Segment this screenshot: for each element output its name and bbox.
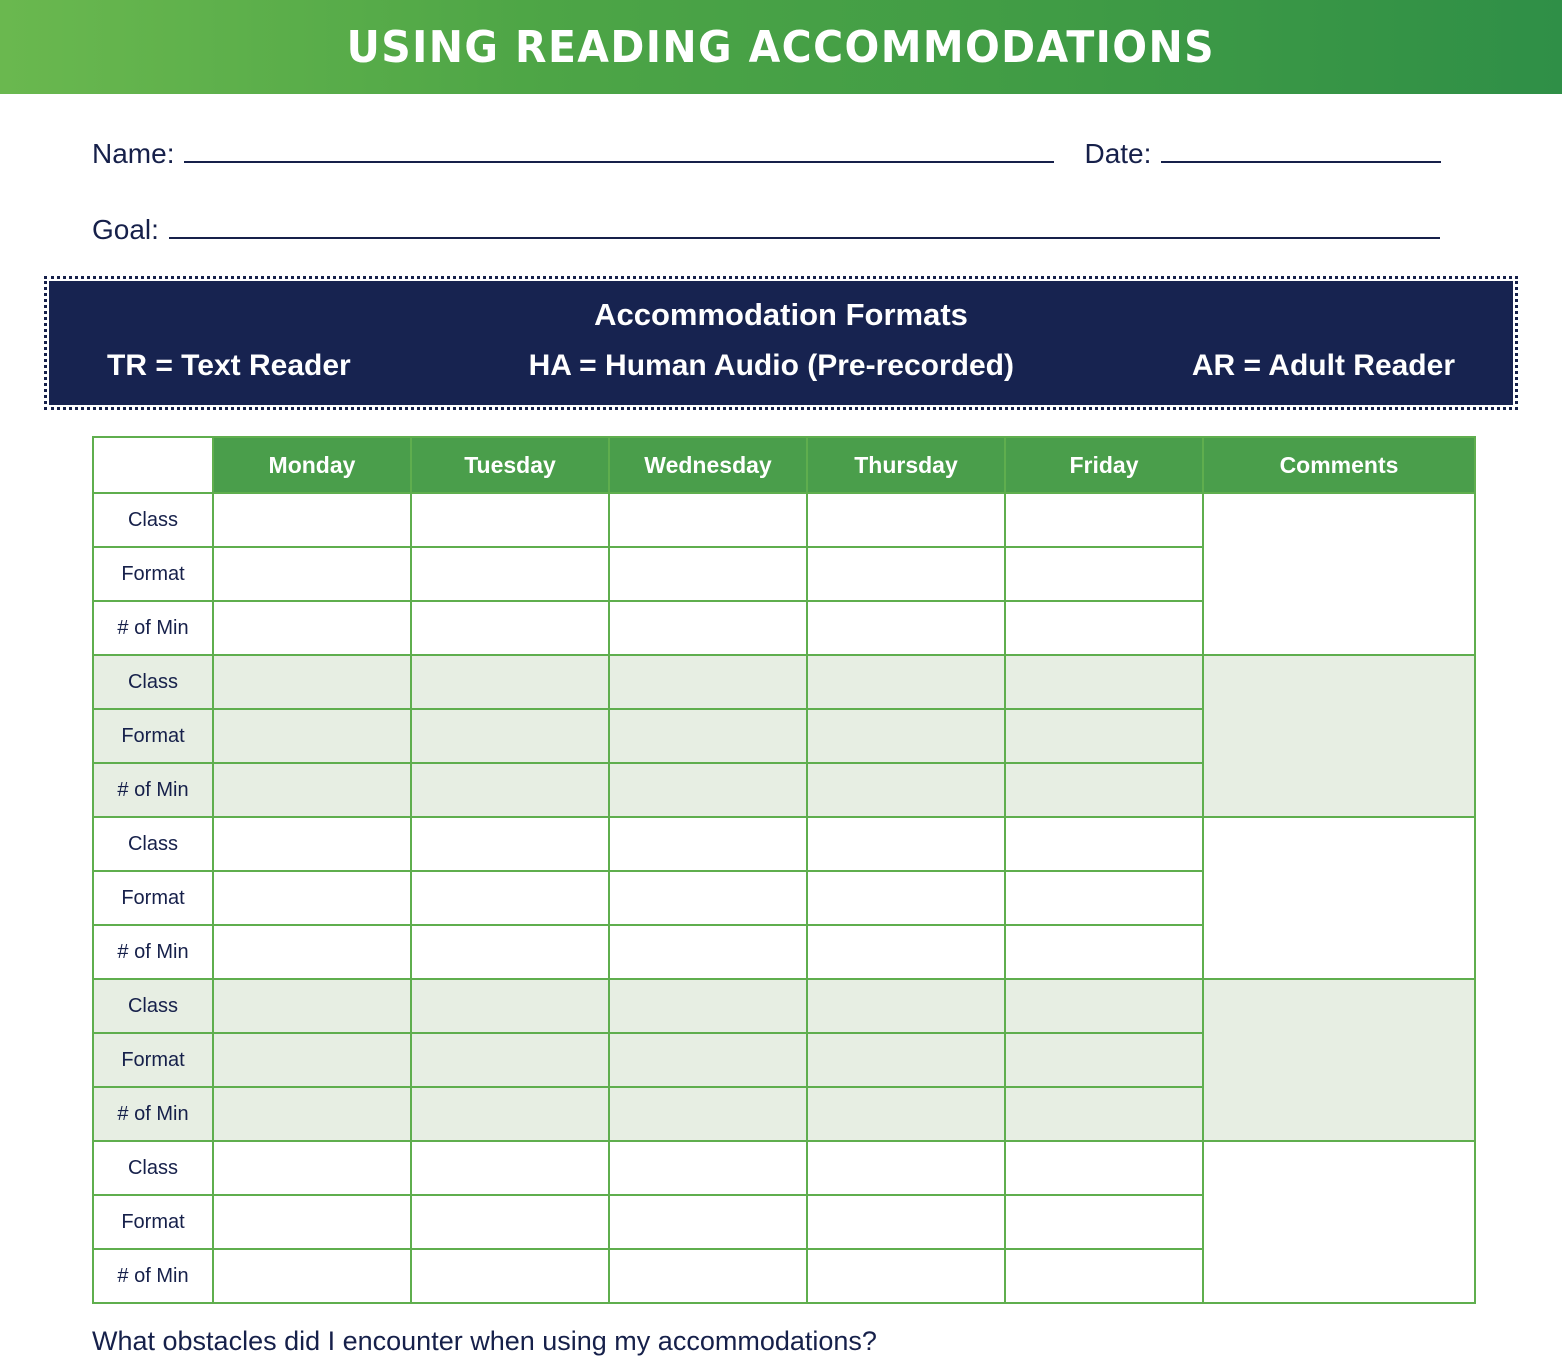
entry-cell[interactable] [609,1033,807,1087]
row-label-class: Class [93,493,213,547]
table-corner-cell [93,437,213,493]
row-label-class: Class [93,979,213,1033]
entry-cell[interactable] [1005,1087,1203,1141]
goal-label: Goal: [92,214,159,245]
entry-cell[interactable] [609,817,807,871]
column-header-friday: Friday [1005,437,1203,493]
entry-cell[interactable] [807,709,1005,763]
name-input-line[interactable] [184,139,1054,163]
name-label: Name: [92,138,175,169]
comments-cell[interactable] [1203,979,1475,1141]
entry-cell[interactable] [213,1087,411,1141]
entry-cell[interactable] [609,655,807,709]
table-body [93,493,1475,1303]
entry-cell[interactable] [213,763,411,817]
entry-cell[interactable] [213,979,411,1033]
accommodation-formats-box [44,276,1518,410]
entry-cell[interactable] [411,547,609,601]
entry-cell[interactable] [213,925,411,979]
entry-cell[interactable] [213,547,411,601]
table-row [93,979,1475,1033]
entry-cell[interactable] [411,1195,609,1249]
row-label-minutes: # of Min [93,1249,213,1303]
entry-cell[interactable] [213,709,411,763]
entry-cell[interactable] [1005,1033,1203,1087]
entry-cell[interactable] [1005,979,1203,1033]
entry-cell[interactable] [1005,1195,1203,1249]
date-label: Date: [1084,138,1152,169]
column-header-monday: Monday [213,437,411,493]
entry-cell[interactable] [1005,601,1203,655]
entry-cell[interactable] [411,1033,609,1087]
column-header-wednesday: Wednesday [609,437,807,493]
entry-cell[interactable] [213,1195,411,1249]
name-date-row [92,138,1522,170]
comments-cell[interactable] [1203,655,1475,817]
entry-cell[interactable] [609,871,807,925]
row-label-class: Class [93,1141,213,1195]
entry-cell[interactable] [411,709,609,763]
reflection-question: What obstacles did I encounter when using my accommodations? [92,1326,877,1356]
legend-item-adult-reader: AR = Adult Reader [1191,349,1455,382]
entry-cell[interactable] [213,1033,411,1087]
entry-cell[interactable] [1005,547,1203,601]
entry-cell[interactable] [807,601,1005,655]
accommodation-formats-legend [49,349,1513,383]
entry-cell[interactable] [807,763,1005,817]
legend-item-human-audio: HA = Human Audio (Pre-recorded) [528,349,1014,382]
page-title: USING READING ACCOMMODATIONS [346,21,1216,73]
goal-row [92,214,1522,246]
entry-cell[interactable] [411,925,609,979]
entry-cell[interactable] [807,1195,1005,1249]
entry-cell[interactable] [411,655,609,709]
entry-cell[interactable] [609,1141,807,1195]
legend-item-text-reader: TR = Text Reader [107,349,351,382]
entry-cell[interactable] [411,493,609,547]
entry-cell[interactable] [411,979,609,1033]
entry-cell[interactable] [1005,1141,1203,1195]
entry-cell[interactable] [1005,493,1203,547]
entry-cell[interactable] [609,709,807,763]
entry-cell[interactable] [411,871,609,925]
table-row [93,493,1475,547]
entry-cell[interactable] [213,1249,411,1303]
accommodation-formats-inner [49,281,1513,405]
comments-cell[interactable] [1203,817,1475,979]
column-header-tuesday: Tuesday [411,437,609,493]
entry-cell[interactable] [807,1141,1005,1195]
accommodation-formats-title: Accommodation Formats [594,297,968,332]
entry-cell[interactable] [411,817,609,871]
row-label-class: Class [93,817,213,871]
table-row [93,817,1475,871]
entry-cell[interactable] [609,1087,807,1141]
entry-cell[interactable] [213,493,411,547]
accommodation-tracking-table [92,436,1476,1304]
entry-cell[interactable] [807,979,1005,1033]
form-fields [0,138,1562,246]
row-label-format: Format [93,709,213,763]
entry-cell[interactable] [609,601,807,655]
entry-cell[interactable] [213,817,411,871]
table-row [93,655,1475,709]
column-header-thursday: Thursday [807,437,1005,493]
entry-cell[interactable] [609,925,807,979]
comments-cell[interactable] [1203,493,1475,655]
entry-cell[interactable] [807,1249,1005,1303]
entry-cell[interactable] [411,763,609,817]
row-label-minutes: # of Min [93,925,213,979]
entry-cell[interactable] [807,817,1005,871]
entry-cell[interactable] [411,1249,609,1303]
entry-cell[interactable] [411,601,609,655]
row-label-minutes: # of Min [93,1087,213,1141]
row-label-format: Format [93,1195,213,1249]
entry-cell[interactable] [609,763,807,817]
row-label-class: Class [93,655,213,709]
table-header-row [93,437,1475,493]
entry-cell[interactable] [807,1033,1005,1087]
entry-cell[interactable] [609,1249,807,1303]
table-header [93,437,1475,493]
entry-cell[interactable] [807,1087,1005,1141]
row-label-minutes: # of Min [93,763,213,817]
date-input-line[interactable] [1161,139,1441,163]
entry-cell[interactable] [1005,655,1203,709]
entry-cell[interactable] [213,655,411,709]
entry-cell[interactable] [609,493,807,547]
comments-cell[interactable] [1203,1141,1475,1303]
entry-cell[interactable] [1005,763,1203,817]
entry-cell[interactable] [1005,925,1203,979]
entry-cell[interactable] [1005,709,1203,763]
entry-cell[interactable] [1005,871,1203,925]
row-label-format: Format [93,1033,213,1087]
entry-cell[interactable] [807,925,1005,979]
entry-cell[interactable] [1005,817,1203,871]
row-label-format: Format [93,871,213,925]
column-header-comments: Comments [1203,437,1475,493]
entry-cell[interactable] [807,493,1005,547]
goal-input-line[interactable] [169,215,1440,239]
page-header-banner [0,0,1562,94]
entry-cell[interactable] [1005,1249,1203,1303]
entry-cell[interactable] [213,601,411,655]
tracking-table-wrapper [92,436,1474,1304]
entry-cell[interactable] [807,871,1005,925]
entry-cell[interactable] [807,655,1005,709]
table-row [93,1141,1475,1195]
entry-cell[interactable] [411,1141,609,1195]
row-label-format: Format [93,547,213,601]
row-label-minutes: # of Min [93,601,213,655]
entry-cell[interactable] [213,1141,411,1195]
entry-cell[interactable] [609,1195,807,1249]
entry-cell[interactable] [609,547,807,601]
entry-cell[interactable] [411,1087,609,1141]
entry-cell[interactable] [807,547,1005,601]
entry-cell[interactable] [213,871,411,925]
entry-cell[interactable] [609,979,807,1033]
